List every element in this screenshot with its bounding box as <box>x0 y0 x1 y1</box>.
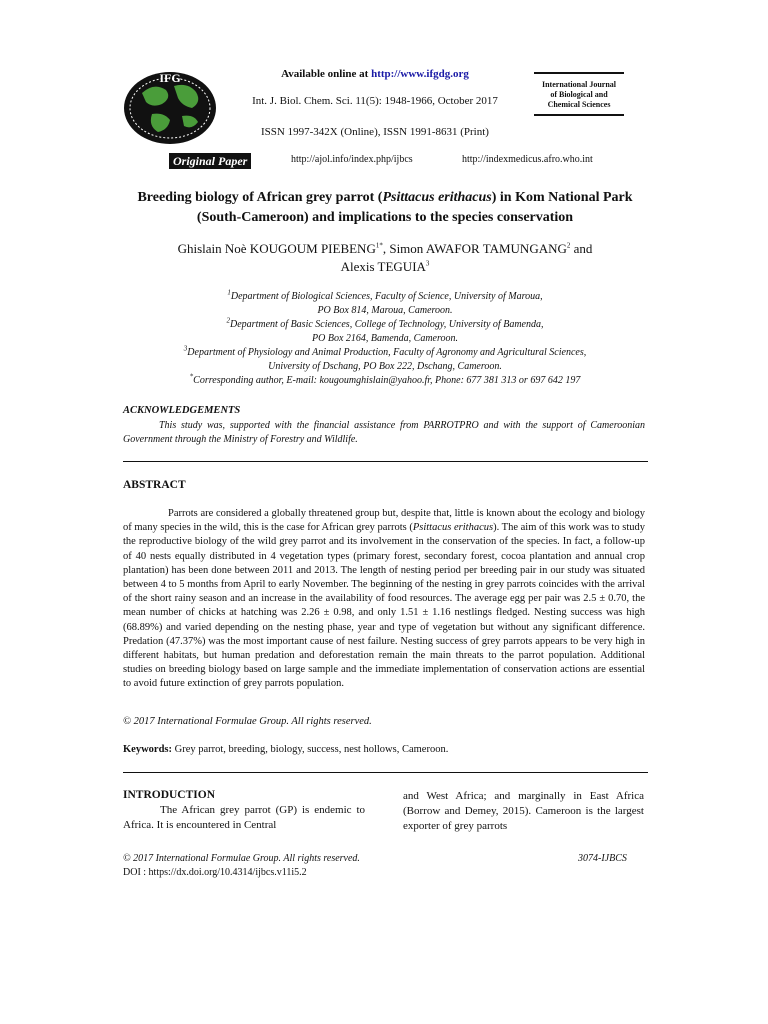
abstract-text: Parrots are considered a globally threatened group but, despite that, little is known about the ecology and biology of many species in the wild, this is the case for African grey parrots (Psittacus erithacus). The aim of this work was to study the reproductive biology of the wild grey parrot and its involvement in the conservation of the species. In fact, a follow-up of 40 nests equally distributed in 4 vegetation types (primary forest, secondary forest, cocoa plantation and annual crop plantation) has been done between 2011 and 2013. The length of nesting period per breeding pair in our study was situated between 4 to 5 months from April to early November. The beginning of the nesting in grey parrots coincides with the arrival of the short rainy season and an increase in the availability of food resources. The average egg per pair was 2.5 ± 0.70, the mean number of chicks at hatching was 2.26 ± 0.98, and only 1.51 ± 1.16 nestlings fledged. Nesting success was high (68.89%) and varied depending on the nesting phase, year and type of vegetation but without any significant difference. Predation (47.37%) was the most important cause of nest failure. Nesting success of grey parrots appears to be very high in different habitats, but human predation and deforestation remain the main threats to the parrot population. Additional studies on breeding biology based on large sample and the immediate implementation of conservation actions are essential to avoid future extinction of grey parrots population. <box>123 508 645 690</box>
author-conjunction: and <box>570 241 593 256</box>
affiliation: $^2$Department of Basic Sciences, College of Technology, University of Bamenda, <box>226 316 544 330</box>
svg-text:IFG: IFG <box>159 71 181 85</box>
available-online <box>230 68 520 80</box>
affiliations <box>120 290 650 388</box>
available-prefix: Available online at <box>281 68 372 80</box>
acknowledgements-text: This study was, supported with the financial assistance from PARROTPRO and with the support of Cameroonian Government through the Ministry of Forestry and Wildlife. <box>123 420 645 445</box>
affiliation: $^1$Department of Biological Sciences, Faculty of Science, University of Maroua, <box>227 288 543 302</box>
acknowledgements-heading: ACKNOWLEDGEMENTS <box>123 405 241 416</box>
author-sup: 1* <box>375 241 383 250</box>
title-species: Psittacus erithacus <box>382 190 492 205</box>
title-part: Breeding biology of African grey parrot ( <box>137 190 383 205</box>
corresponding-author: *Corresponding author, E-mail: kougoumghislain@yahoo.fr, Phone: 677 381 313 or 697 642 197 <box>189 372 581 386</box>
keywords: Keywords: Grey parrot, breeding, biology, success, nest hollows, Cameroon. <box>123 744 449 755</box>
journal-line: Chemical Sciences <box>547 100 611 109</box>
author-name: , Simon AWAFOR TAMUNGANG <box>382 241 567 256</box>
journal-line: of Biological and <box>550 90 608 99</box>
title-part: ) in Kom National Park (South-Cameroon) and implications to the species conservation <box>196 190 633 225</box>
journal-line: International Journal <box>541 80 616 89</box>
section-divider <box>123 461 648 462</box>
introduction-column-right: and West Africa; and marginally in East Africa (Borrow and Demey, 2015). Cameroon is the largest exporter of grey parrots <box>403 790 644 832</box>
ajol-link[interactable]: http://ajol.info/index.php/ijbcs <box>291 154 413 165</box>
journal-citation: Int. J. Biol. Chem. Sci. 11(5): 1948-1966, October 2017 <box>252 95 498 107</box>
journal-site-link[interactable]: http://www.ifgdg.org <box>371 68 469 80</box>
affiliation: $^3$Department of Physiology and Animal Production, Faculty of Agronomy and Agricultural Sciences, <box>183 344 587 358</box>
author-list <box>120 240 650 276</box>
affiliation-line: University of Dschang, PO Box 222, Dschang, Cameroon. <box>268 361 502 372</box>
introduction-column-left: The African grey parrot (GP) is endemic to Africa. It is encountered in Central <box>123 804 365 831</box>
issn-line: ISSN 1997-342X (Online), ISSN 1991-8631 (Print) <box>261 126 489 138</box>
doi-link[interactable]: DOI : https://dx.doi.org/10.4314/ijbcs.v11i5.2 <box>123 867 307 878</box>
abstract-heading: ABSTRACT <box>123 479 186 491</box>
author-name: Alexis TEGUIA <box>340 259 426 274</box>
indexmedicus-link[interactable]: http://indexmedicus.afro.who.int <box>462 154 593 165</box>
affiliation-line: PO Box 814, Maroua, Cameroon. <box>317 305 453 316</box>
paper-title <box>120 188 650 228</box>
author-name: Ghislain Noè KOUGOUM PIEBENG <box>177 241 376 256</box>
section-divider <box>123 772 648 773</box>
footer-copyright: © 2017 International Formulae Group. All rights reserved. <box>123 853 360 864</box>
author-sup: 3 <box>425 259 430 268</box>
affiliation-line: PO Box 2164, Bamenda, Cameroon. <box>312 333 458 344</box>
abstract-copyright: © 2017 International Formulae Group. All rights reserved. <box>123 716 372 727</box>
footer-code: 3074-IJBCS <box>578 853 627 864</box>
journal-name-box <box>534 72 624 116</box>
introduction-heading: INTRODUCTION <box>123 789 216 801</box>
ifg-globe-logo <box>122 68 218 146</box>
author-sup: 2 <box>566 241 571 250</box>
original-paper-badge: Original Paper <box>169 153 251 169</box>
